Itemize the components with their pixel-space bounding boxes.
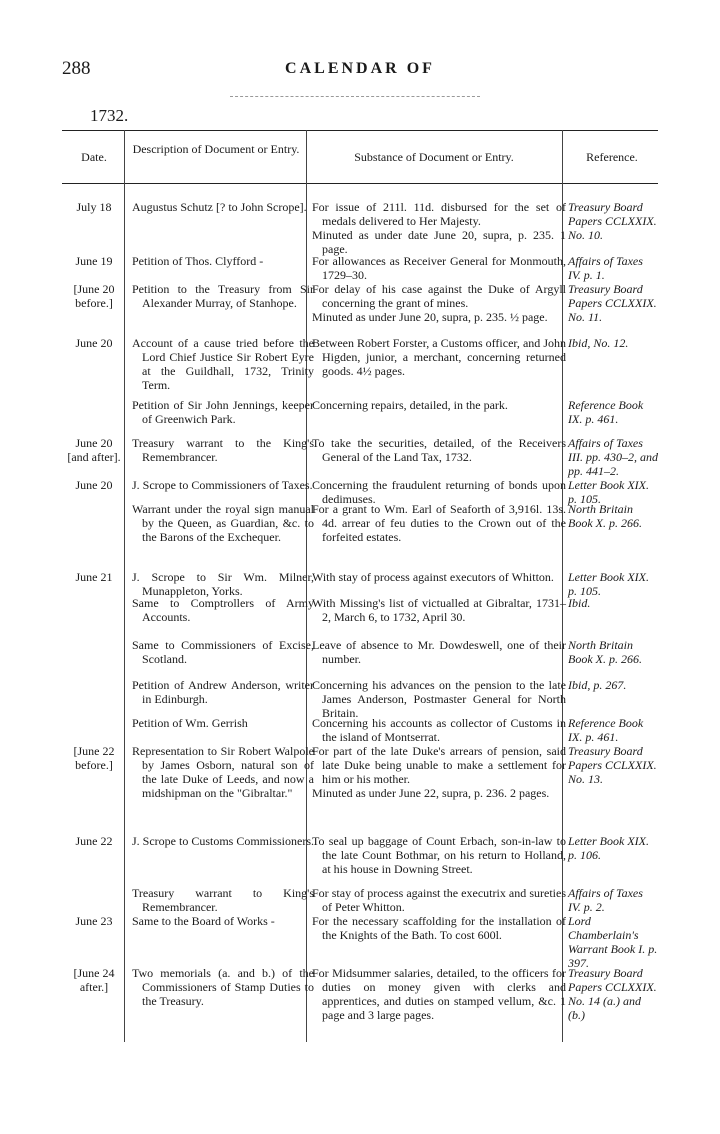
substance-text: For issue of 211l. 11d. disbursed for the set of medals delivered to Her Majesty. [312,200,566,228]
running-head: CALENDAR OF [285,60,435,77]
substance-minute: Minuted as under June 22, supra, p. 236. 2 pages. [312,786,550,800]
row-description: Same to the Board of Works - [132,914,275,928]
row-description: Representation to Sir Robert Walpole by James Osborn, natural son of the late Duke of Leeds, and now a midshipman on the "Gibraltar." [132,744,314,800]
row-description: Two memorials (a. and b.) of the Commissioners of Stamp Duties to the Treasury. [132,966,314,1008]
row-substance [312,744,566,800]
substance-minute: Minuted as under date June 20, supra, p. 235. 1 page. [312,228,566,256]
row-description: Treasury warrant to the King's Remembrancer. [132,436,314,464]
row-date: June 23 [75,914,113,928]
row-reference: Lord Chamberlain's Warrant Book I. p. 397. [568,914,658,970]
year-heading: 1732. [90,106,129,125]
column-divider [124,130,125,1042]
header-description: Description of Document or Entry. [132,142,300,156]
row-description: Warrant under the royal sign manual by the Queen, as Guardian, &c. to the Barons of the Exchequer. [132,502,314,544]
row-substance: Concerning his accounts as collector of Customs in the island of Montserrat. [312,716,566,744]
row-reference: Treasury Board Papers CCLXXIX. No. 13. [568,744,657,786]
row-description: Petition of Sir John Jennings, keeper of Greenwich Park. [132,398,314,426]
header-date: Date. [81,150,107,164]
row-reference: Reference Book IX. p. 461. [568,716,644,744]
row-reference: Treasury Board Papers CCLXXIX. No. 10. [568,200,657,242]
row-substance: Concerning his advances on the pension to the late James Anderson, Postmaster General for North Britain. [312,678,566,720]
row-reference: Reference Book IX. p. 461. [568,398,644,426]
substance-minute: Minuted as under June 20, supra, p. 235. ½ page. [312,310,548,324]
row-substance: To seal up baggage of Count Erbach, son-in-law to the late Count Bothmar, on his return to Holland, at his house in Downing Street. [312,834,566,876]
row-description: Petition to the Treasury from Sir Alexander Murray, of Stanhope. [132,282,314,310]
table-header-rule [62,183,658,184]
row-reference: North Britain Book X. p. 266. [568,502,642,530]
row-substance: With stay of process against executors of Whitton. [312,570,554,584]
header-reference: Reference. [586,150,638,164]
row-description: Account of a cause tried before the Lord Chief Justice Sir Robert Eyre at the Guildhall, 1732, Trinity Term. [132,336,314,392]
row-substance: Between Robert Forster, a Customs officer, and John Higden, junior, a merchant, concerning returned goods. 4½ pages. [312,336,566,378]
table-top-rule [62,130,658,131]
row-date: June 21 [75,570,113,584]
row-reference: Ibid. [568,596,591,610]
row-description: Petition of Thos. Clyfford - [132,254,264,268]
row-reference: Letter Book XIX. p. 105. [568,478,649,506]
substance-text: For part of the late Duke's arrears of pension, said late Duke being unable to make a settlement for him or his mother. [312,744,566,786]
row-reference: Affairs of Taxes IV. p. 1. [568,254,643,282]
substance-text: For delay of his case against the Duke of Argyll concerning the grant of mines. [312,282,566,310]
row-description: Petition of Andrew Anderson, writer in Edinburgh. [132,678,314,706]
row-substance: For Midsummer salaries, detailed, to the officers for duties on money given with clerks and apprentices, and duties on stamped vellum, &c. 1 page and 3 large pages. [312,966,566,1022]
row-description: Same to Commissioners of Excise, Scotland. [132,638,314,666]
row-date: June 20 [and after]. [67,436,121,464]
row-description: J. Scrope to Sir Wm. Milner, Munappleton, Yorks. [132,570,314,598]
row-reference: Treasury Board Papers CCLXXIX. No. 11. [568,282,657,324]
row-description: Treasury warrant to King's Remembrancer. [132,886,314,914]
row-date: June 20 [75,478,113,492]
row-date: [June 22 before.] [73,744,115,772]
row-date: [June 24 after.] [73,966,115,994]
row-substance: Concerning the fraudulent returning of bonds upon dedimuses. [312,478,566,506]
row-reference: Letter Book XIX. p. 106. [568,834,649,862]
row-substance: For stay of process against the executrix and sureties of Peter Whitton. [312,886,566,914]
row-substance: Concerning repairs, detailed, in the park. [312,398,508,412]
row-substance: For a grant to Wm. Earl of Seaforth of 3,916l. 13s. 4d. arrear of feu duties to the Crown out of the forfeited estates. [312,502,566,544]
row-date: June 20 [75,336,113,350]
row-substance [312,282,566,324]
page-number: 288 [62,58,91,79]
row-description: J. Scrope to Customs Commissioners. [132,834,315,848]
row-date: June 19 [75,254,113,268]
row-date: July 18 [76,200,112,214]
row-description: J. Scrope to Commissioners of Taxes. [132,478,313,492]
header-substance: Substance of Document or Entry. [354,150,514,164]
row-substance: With Missing's list of victualled at Gibraltar, 1731–2, March 6, to 1732, April 30. [312,596,566,624]
row-substance: For the necessary scaffolding for the installation of the Knights of the Bath. To cost 600l. [312,914,566,942]
row-reference: Affairs of Taxes III. pp. 430–2, and pp. 441–2. [568,436,658,478]
row-substance: For allowances as Receiver General for Monmouth, 1729–30. [312,254,566,282]
row-substance: Leave of absence to Mr. Dowdeswell, one of their number. [312,638,566,666]
decorative-rule [230,96,480,97]
row-reference: Ibid, p. 267. [568,678,627,692]
row-description: Augustus Schutz [? to John Scrope]. [132,200,307,214]
row-reference: North Britain Book X. p. 266. [568,638,642,666]
row-reference: Affairs of Taxes IV. p. 2. [568,886,643,914]
row-reference: Letter Book XIX. p. 105. [568,570,649,598]
row-substance: To take the securities, detailed, of the Receivers General of the Land Tax, 1732. [312,436,566,464]
row-reference: Treasury Board Papers CCLXXIX. No. 14 (a.) and (b.) [568,966,657,1022]
row-date: [June 20 before.] [73,282,115,310]
row-reference: Ibid, No. 12. [568,336,629,350]
row-date: June 22 [75,834,113,848]
row-description: Same to Comptrollers of Army Accounts. [132,596,314,624]
row-substance [312,200,566,256]
row-description: Petition of Wm. Gerrish [132,716,248,730]
